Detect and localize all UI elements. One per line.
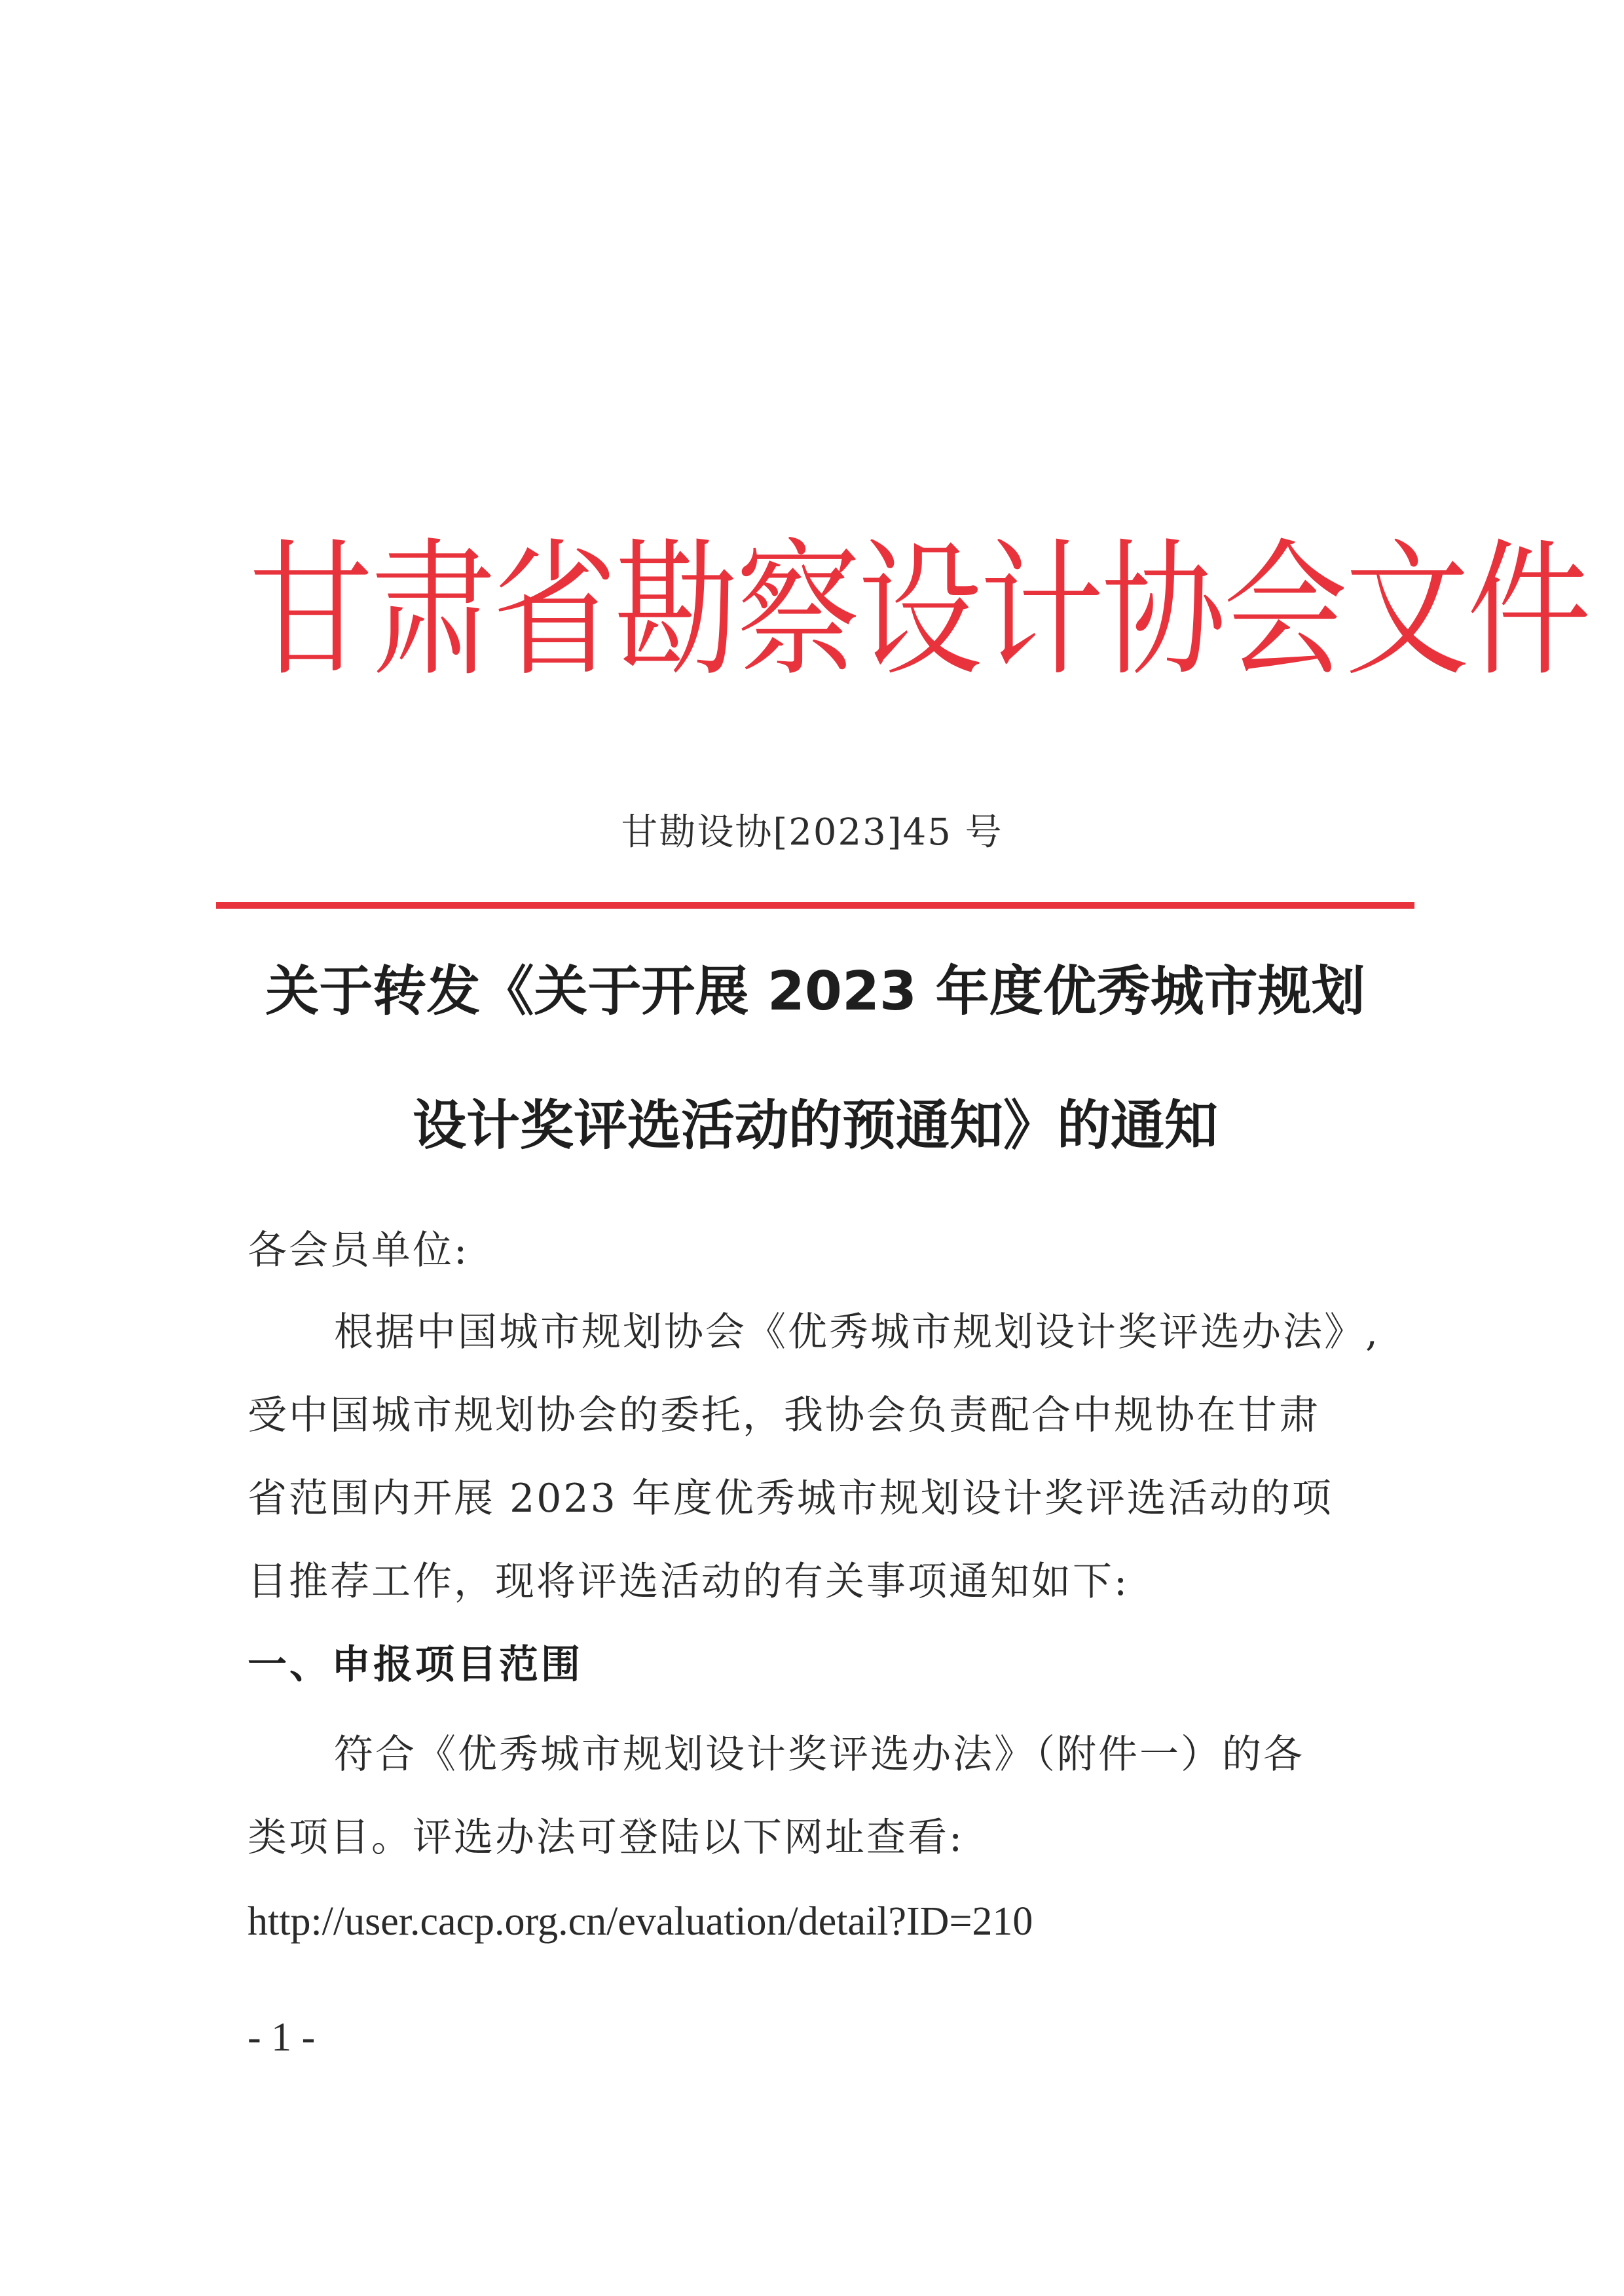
paragraph-1-line-3: 省范围内开展 2023 年度优秀城市规划设计奖评选活动的项 — [248, 1476, 1333, 1522]
page-number: - 1 - — [248, 2015, 316, 2060]
paragraph-2-line-2: 类项目。评选办法可登陆以下网址查看: — [248, 1815, 965, 1861]
paragraph-1-line-2: 受中国城市规划协会的委托，我协会负责配合中规协在甘肃 — [248, 1393, 1320, 1438]
document-title-line-1: 关于转发《关于开展 2023 年度优秀城市规划 — [265, 960, 1365, 1023]
evaluation-url-link[interactable]: http://user.cacp.org.cn/evaluation/detail?ID=210 — [248, 1899, 1033, 1944]
paragraph-1-line-1: 根据中国城市规划协会《优秀城市规划设计奖评选办法》, — [334, 1309, 1380, 1355]
document-number: 甘勘设协[2023]45 号 — [621, 811, 1003, 854]
salutation: 各会员单位: — [248, 1228, 470, 1273]
red-divider-rule — [216, 902, 1414, 909]
paragraph-2-line-1: 符合《优秀城市规划设计奖评选办法》（附件一）的各 — [334, 1732, 1304, 1777]
document-title-line-2: 设计奖评选活动的预通知》的通知 — [412, 1095, 1218, 1157]
organization-header-title: 甘肃省勘察设计协会文件 — [249, 525, 1589, 697]
section-1-heading: 一、申报项目范围 — [248, 1642, 583, 1688]
paragraph-1-line-4: 目推荐工作，现将评选活动的有关事项通知如下: — [248, 1559, 1130, 1605]
